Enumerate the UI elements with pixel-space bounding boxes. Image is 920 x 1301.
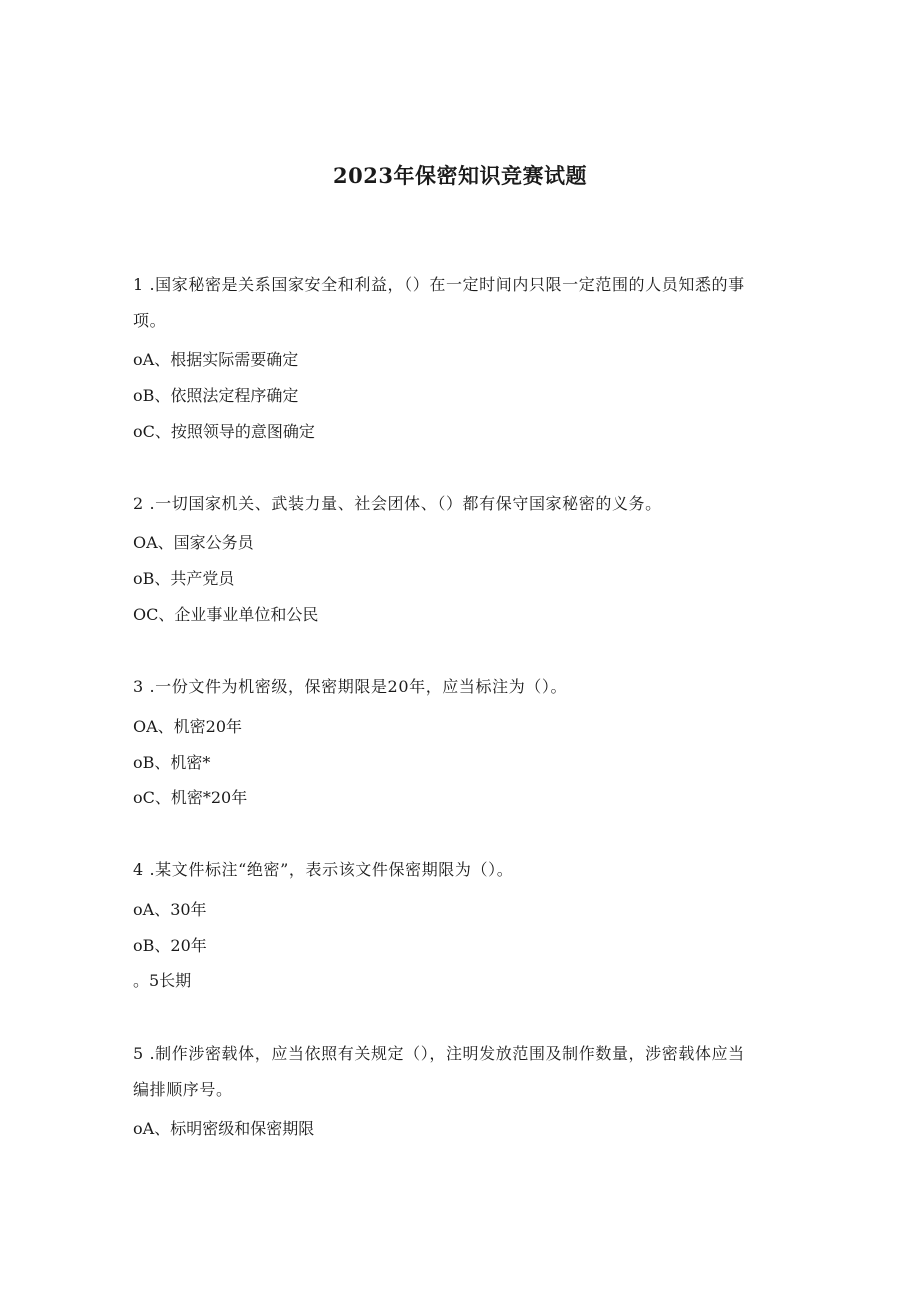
question-3-text: 3 .一份文件为机密级，保密期限是20年，应当标注为（）。 <box>133 677 568 696</box>
question-5-text-continued: 编排顺序号。 <box>133 1080 233 1099</box>
question-4-option-b: oB、20年 <box>133 936 207 955</box>
question-4-text: 4 .某文件标注“绝密”，表示该文件保密期限为（）。 <box>133 860 514 879</box>
question-3-option-a: OA、机密20年 <box>133 717 243 736</box>
question-4-option-c: 。5长期 <box>133 971 192 990</box>
question-2-option-b: oB、共产党员 <box>133 569 235 588</box>
question-1-text-continued: 项。 <box>133 311 167 330</box>
question-5-text: 5 .制作涉密载体，应当依照有关规定（），注明发放范围及制作数量，涉密载体应当 <box>133 1044 745 1063</box>
question-1-option-b: oB、依照法定程序确定 <box>133 386 299 405</box>
question-2-text: 2 .一切国家机关、武装力量、社会团体、（）都有保守国家秘密的义务。 <box>133 494 662 513</box>
question-1-text: 1 .国家秘密是关系国家安全和利益，（）在一定时间内只限一定范围的人员知悉的事 <box>133 275 745 294</box>
question-1-option-a: oA、根据实际需要确定 <box>133 350 299 369</box>
question-2-option-a: OA、国家公务员 <box>133 533 254 552</box>
question-2-option-c: OC、企业事业单位和公民 <box>133 605 319 624</box>
question-5-option-a: oA、标明密级和保密期限 <box>133 1119 315 1138</box>
question-1-option-c: oC、按照领导的意图确定 <box>133 422 315 441</box>
question-3-option-c: oC、机密*20年 <box>133 788 248 807</box>
page-title: 2023年保密知识竞赛试题 <box>333 163 587 188</box>
question-4-option-a: oA、30年 <box>133 900 207 919</box>
question-3-option-b: oB、机密* <box>133 753 211 772</box>
